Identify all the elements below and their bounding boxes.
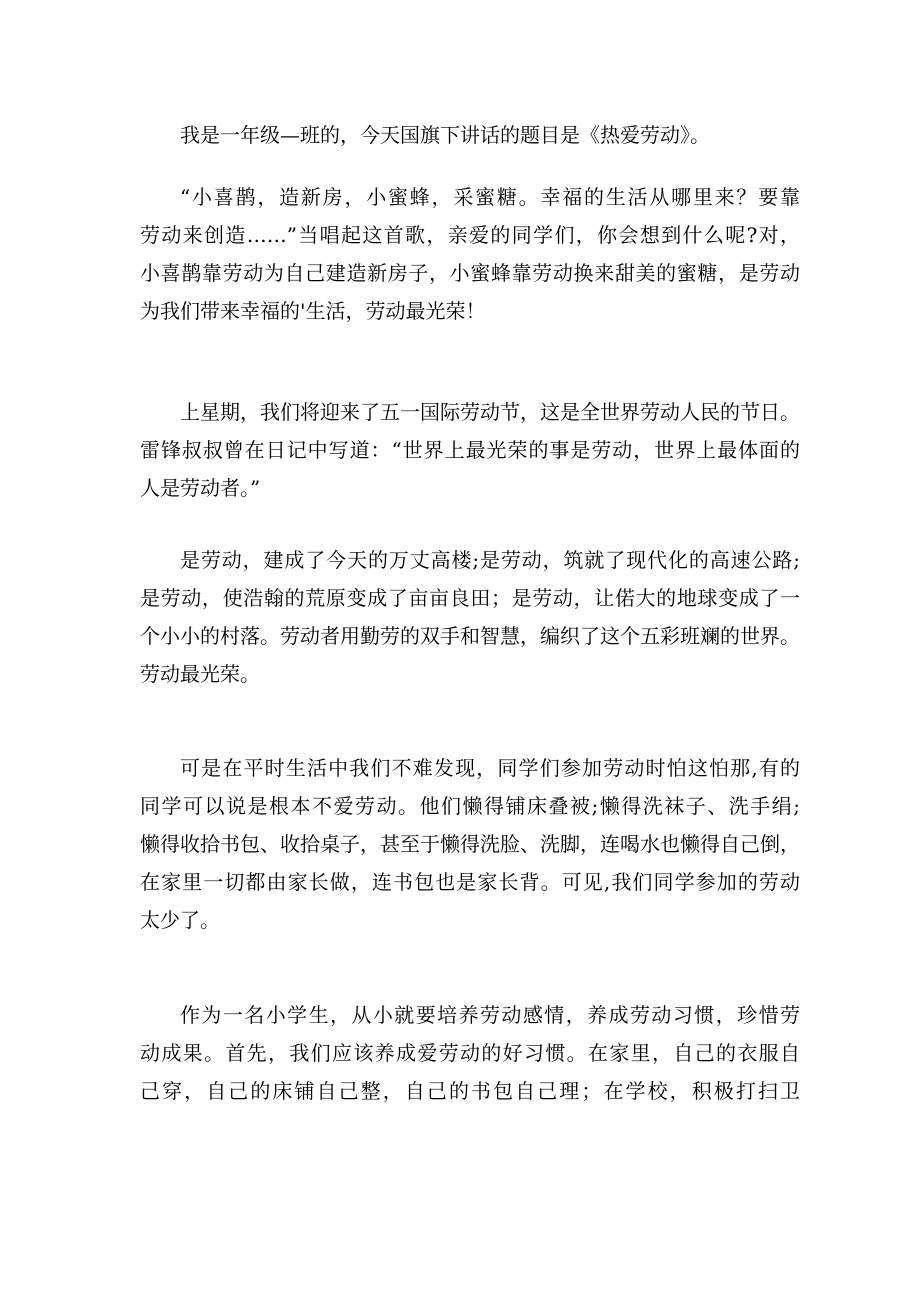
- paragraph-1: [140, 116, 800, 154]
- text-line: 人是劳动者。”: [140, 476, 261, 500]
- paragraph-6: [140, 996, 800, 1110]
- paragraph-2: [140, 178, 800, 330]
- text-line: 己穿，自己的床铺自己整，自己的书包自己理；在学校，积极打扫卫: [140, 1079, 800, 1103]
- text-line: 作为一名小学生，从小就要培养劳动感情，养成劳动习惯，珍惜劳: [180, 1003, 800, 1027]
- text-line: 可是在平时生活中我们不难发现，同学们参加劳动时怕这怕那,有的: [180, 756, 800, 780]
- text-line: 个小小的村落。劳动者用勤劳的双手和智慧，编织了这个五彩班斓的世界。: [140, 624, 800, 648]
- paragraph-4: [140, 541, 800, 693]
- text-line: 雷锋叔叔曾在日记中写道：“世界上最光荣的事是劳动，世界上最体面的: [140, 438, 800, 462]
- text-line: 劳动最光荣。: [140, 662, 260, 686]
- text-line: 太少了。: [140, 908, 220, 932]
- text-line: 是劳动，使浩翰的荒原变成了亩亩良田；是劳动，让偌大的地球变成了一: [140, 586, 800, 610]
- text-line: 劳动来创造……”当唱起这首歌，亲爱的同学们，你会想到什么呢?对，: [140, 223, 800, 247]
- text-line: 上星期，我们将迎来了五一国际劳动节，这是全世界劳动人民的节日。: [180, 400, 800, 424]
- text-line: 是劳动，建成了今天的万丈高楼;是劳动，筑就了现代化的高速公路;: [180, 548, 800, 572]
- text-line: 懒得收拾书包、收拾桌子，甚至于懒得洗脸、洗脚，连喝水也懒得自己倒，: [140, 832, 800, 856]
- text-line: 我是一年级—班的，今天国旗下讲话的题目是《热爱劳动》。: [180, 123, 710, 147]
- paragraph-5: [140, 749, 800, 939]
- text-line: 在家里一切都由家长做，连书包也是家长背。可见,我们同学参加的劳动: [140, 870, 800, 894]
- text-line: 小喜鹊靠劳动为自己建造新房子，小蜜蜂靠劳动换来甜美的蜜糖，是劳动: [140, 261, 800, 285]
- paragraph-3: [140, 393, 800, 507]
- text-line: “小喜鹊，造新房，小蜜蜂，采蜜糖。幸福的生活从哪里来？要靠: [180, 185, 800, 209]
- text-line: 为我们带来幸福的'生活，劳动最光荣！: [140, 299, 486, 323]
- text-line: 动成果。首先，我们应该养成爱劳动的好习惯。在家里，自己的衣服自: [140, 1041, 800, 1065]
- text-line: 同学可以说是根本不爱劳动。他们懒得铺床叠被;懒得洗袜子、洗手绢;: [140, 794, 800, 818]
